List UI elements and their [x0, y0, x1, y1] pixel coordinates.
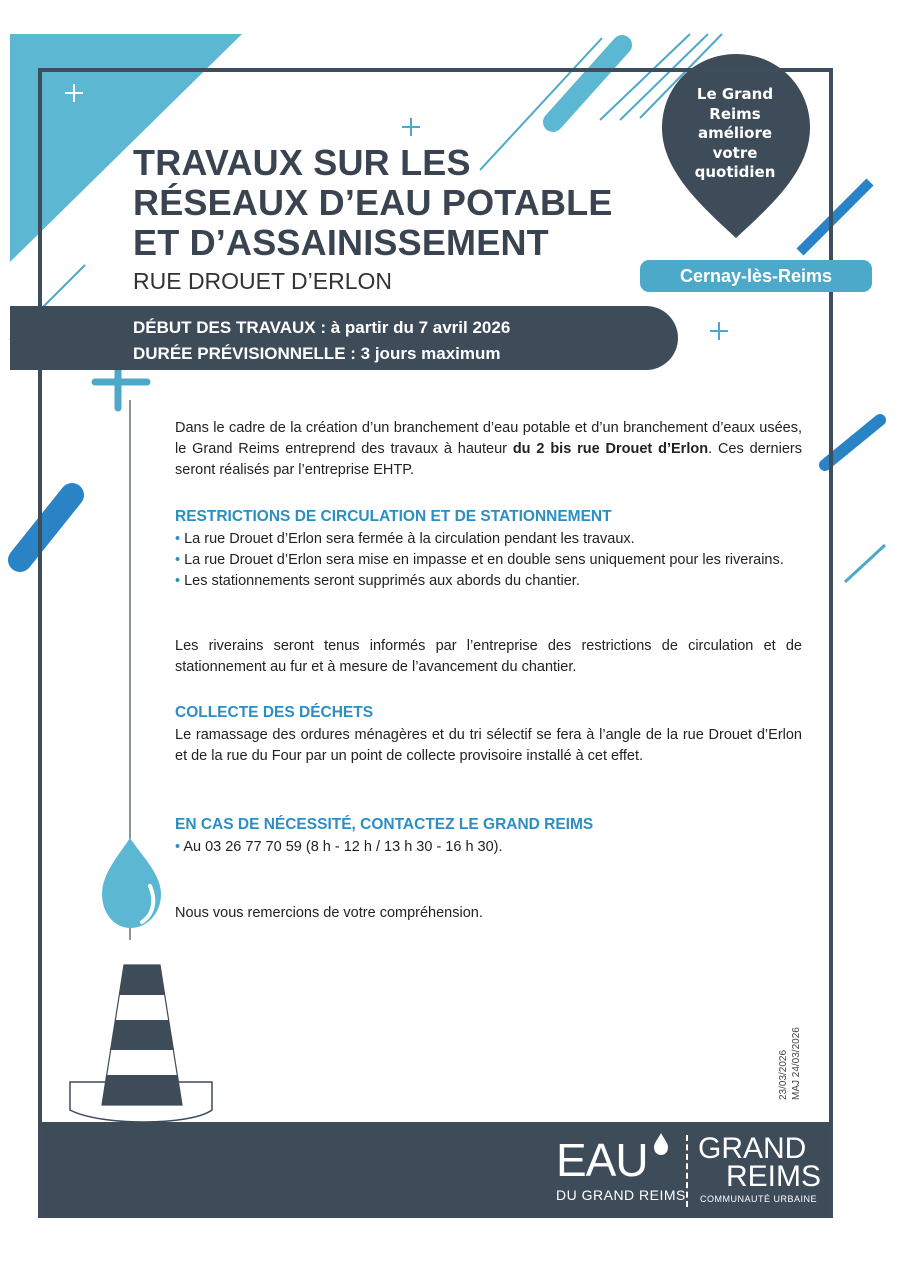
page-title — [133, 143, 613, 263]
pin-slogan — [670, 85, 800, 183]
updated-date: MAJ 24/03/2026 — [791, 1027, 802, 1100]
pin-line: quotidien — [694, 163, 776, 181]
title-line: TRAVAUX SUR LES — [133, 142, 471, 183]
eau-logo-sub: DU GRAND REIMS — [556, 1187, 686, 1203]
waste-heading: COLLECTE DES DÉCHETS — [175, 704, 374, 721]
contact-heading: EN CAS DE NÉCESSITÉ, CONTACTEZ LE GRAND REIMS — [175, 816, 594, 833]
list-item — [175, 529, 802, 550]
start-label: DÉBUT DES TRAVAUX : — [133, 318, 326, 337]
bullet: • — [175, 531, 181, 547]
intro-text: Dans le cadre de la création d’un branchement d’eau potable et d’un branchement d’eaux usées, le Grand Reims entreprend des travaux à hauteur — [175, 420, 802, 457]
title-line: ET D’ASSAINISSEMENT — [133, 222, 549, 263]
right-stripe-3 — [845, 545, 885, 582]
bullet: • — [175, 573, 181, 589]
pin-line: Reims — [709, 104, 761, 123]
eau-drop-icon — [652, 1132, 670, 1156]
created-date: 23/03/2026 — [778, 1049, 789, 1100]
bullet: • — [175, 839, 181, 855]
restrictions-heading: RESTRICTIONS DE CIRCULATION ET DE STATIONNEMENT — [175, 508, 612, 525]
duration-line — [133, 344, 500, 364]
intro-address: du 2 bis rue Drouet d’Erlon — [512, 441, 709, 457]
title-line: RÉSEAUX D’EAU POTABLE — [133, 182, 613, 223]
right-stripe-2 — [825, 420, 880, 465]
duration-label: DURÉE PRÉVISIONNELLE : — [133, 344, 356, 363]
contact-phone — [175, 837, 802, 858]
logo-divider — [686, 1135, 688, 1207]
list-item — [175, 550, 802, 571]
restrictions-note: Les riverains seront tenus informés par l’entreprise des restrictions de circulation et de stationnement au fur et à mesure de l’avancement du chantier. — [175, 638, 802, 675]
closing-text: Nous vous remercions de votre compréhension. — [175, 905, 483, 921]
start-date-line — [133, 318, 510, 338]
duration-value: 3 jours maximum — [360, 344, 501, 363]
bullet: • — [175, 552, 181, 568]
street-subtitle: RUE DROUET D’ERLON — [133, 268, 392, 294]
waste-paragraph: Le ramassage des ordures ménagères et du tri sélectif se fera à l’angle de la rue Drouet d’Erlon et de la rue du Four par un point de collecte provisoire installé à cet effet. — [175, 727, 802, 764]
eau-logo-text: EAU — [556, 1134, 648, 1186]
list-item-text: La rue Drouet d’Erlon sera fermée à la circulation pendant les travaux. — [184, 531, 635, 547]
list-item-text: Les stationnements seront supprimés aux abords du chantier. — [184, 573, 580, 589]
list-item-text: La rue Drouet d’Erlon sera mise en impasse et en double sens uniquement pour les riverains. — [184, 552, 784, 568]
start-value: à partir du 7 avril 2026 — [330, 318, 511, 337]
grand-reims-sub: COMMUNAUTÉ URBAINE — [700, 1194, 818, 1204]
intro-text-end: . Ces derniers seront réalisés par l’entreprise EHTP. — [175, 441, 802, 478]
pin-line: votre — [712, 143, 758, 162]
grand-reims-line1: GRAND — [698, 1132, 807, 1165]
restrictions-list — [175, 529, 802, 592]
location-badge: Cernay-lès-Reims — [640, 260, 872, 292]
pin-line: Le Grand — [696, 85, 774, 103]
grand-reims-line2: REIMS — [726, 1160, 822, 1193]
pin-line: améliore — [697, 124, 773, 142]
list-item — [175, 571, 802, 592]
phone-text: Au 03 26 77 70 59 (8 h - 12 h / 13 h 30 - 16 h 30). — [183, 839, 503, 855]
intro-paragraph — [175, 418, 802, 481]
